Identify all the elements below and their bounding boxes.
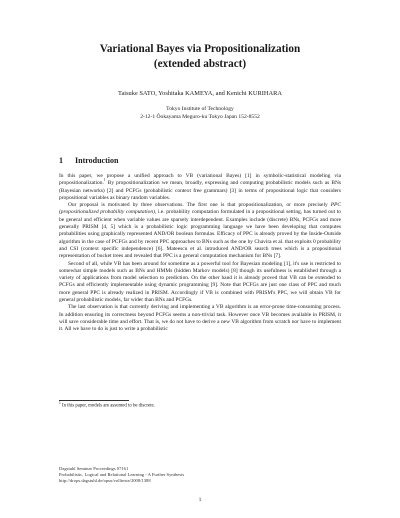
proceedings-info: [59, 466, 341, 484]
affiliation-line1: Tokyo Institute of Technology: [166, 106, 234, 112]
proceedings-url: http://drops.dagstuhl.de/opus/volltexte/2008/1388: [59, 477, 151, 483]
paragraph-2: [59, 202, 341, 260]
paper-title-line1: Variational Bayes via Propositionalization: [99, 43, 301, 55]
body-text: [59, 173, 341, 334]
paragraph-4: The last observation is that currently deriving and implementing a VB algorithm is an error-prone time-consuming process. In addition ensuring its correctness beyond PCFGs seems a non-trivial task. However once VB becomes available in PRISM, it will save considerable time and effort. That is, we do not have to derive a new VB algorithm from scratch nor have to implement it. All we have to do is just to write a probabilistic: [59, 304, 341, 333]
footnote-divider: [59, 400, 129, 401]
footnote-text: In this paper, models are assumed to be discrete.: [60, 403, 155, 409]
footnote-mark: 1: [59, 401, 61, 405]
paragraph-2-emphasis: PPC (propositionalized probability computation): [59, 202, 341, 216]
page-number: 1: [198, 497, 202, 503]
affiliation-line2: 2-12-1 Ôokayama Meguro-ku Tokyo Japan 152-8552: [140, 114, 260, 120]
paragraph-1-text-a: In this paper, we propose a unified approach to VB (variational Bayes) [1] in symbolic-statistical modeling via propositionalization.: [59, 173, 341, 187]
paper-title: [0, 42, 400, 56]
section-title: Introduction: [75, 156, 119, 165]
footnote: [59, 403, 341, 410]
proceedings-line2: Probabilistic, Logical and Relational Learning - A Further Synthesis: [59, 471, 185, 477]
section-number: 1: [59, 156, 63, 165]
author-list: Taisuke SATO, Yoshitaka KAMEYA, and Kenichi KURIHARA: [118, 90, 282, 97]
paragraph-3: Second of all, while VB has been around for sometime as a powerful tool for Bayesian modeling [1], it's use is restricted to somewhat simple models such as BNs and HMMs (hidden Markov models) [8] though its usefulness is established through a variety of applications from model selection to prediction. On the other hand it is already proved that VB can be extended to PCFGs and efficiently implementable using dynamic programming [9]. Note that PCFGs are just one class of PPC and much more general PPC is already realized in PRISM. Accordingly if VB is combined with PRISM's PPC, we will obtain VB for general probabilistic models, far wider than BNs and PCFGs.: [59, 260, 341, 304]
footnote-reference: 1: [103, 178, 106, 183]
paragraph-1-text-b: By propositionalization we mean, broadly, expressing and computing probabilistic models such as BNs (Bayesian networks) [2] and PCFGs (probabilistic context free grammars) [3] in terms of propositional logic that considers propositional variables as binary random variables.: [59, 180, 341, 201]
paragraph-2-text-a: Our proposal is motivated by three observations. The first one is that propositionalization, or more precisely: [68, 202, 331, 209]
proceedings-line1: Dagstuhl Seminar Proceedings 07161: [59, 466, 129, 471]
section-heading: [59, 156, 118, 166]
paper-title-line2: (extended abstract): [153, 58, 247, 70]
paper-subtitle: [0, 57, 400, 71]
paragraph-2-text-b: , i.e. probability computation formulated in a propositional setting, has turned out to be general and efficient when variable values are sparsely interdependent. Examples include (discrete) BNs, PCFGs and more generally PRISM [4, 5] which is a probabilistic logic programming language we have been developing that computes probabilities using graphically represented AND/OR boolean formulas. Efficacy of PPC is already proved by the Inside-Outside algorithm in the case of PCFGs and by recent PPC approaches to BNs such as the one by Chavira et al. that exploits 0 probability and CSI (context specific independence) [6]. Mateescu et al. introduced AND/OR search trees which is a propositional representation of bucket trees and revealed that PPC is a general computation mechanism for BNs [7].: [59, 209, 341, 260]
paragraph-1: [59, 173, 341, 202]
